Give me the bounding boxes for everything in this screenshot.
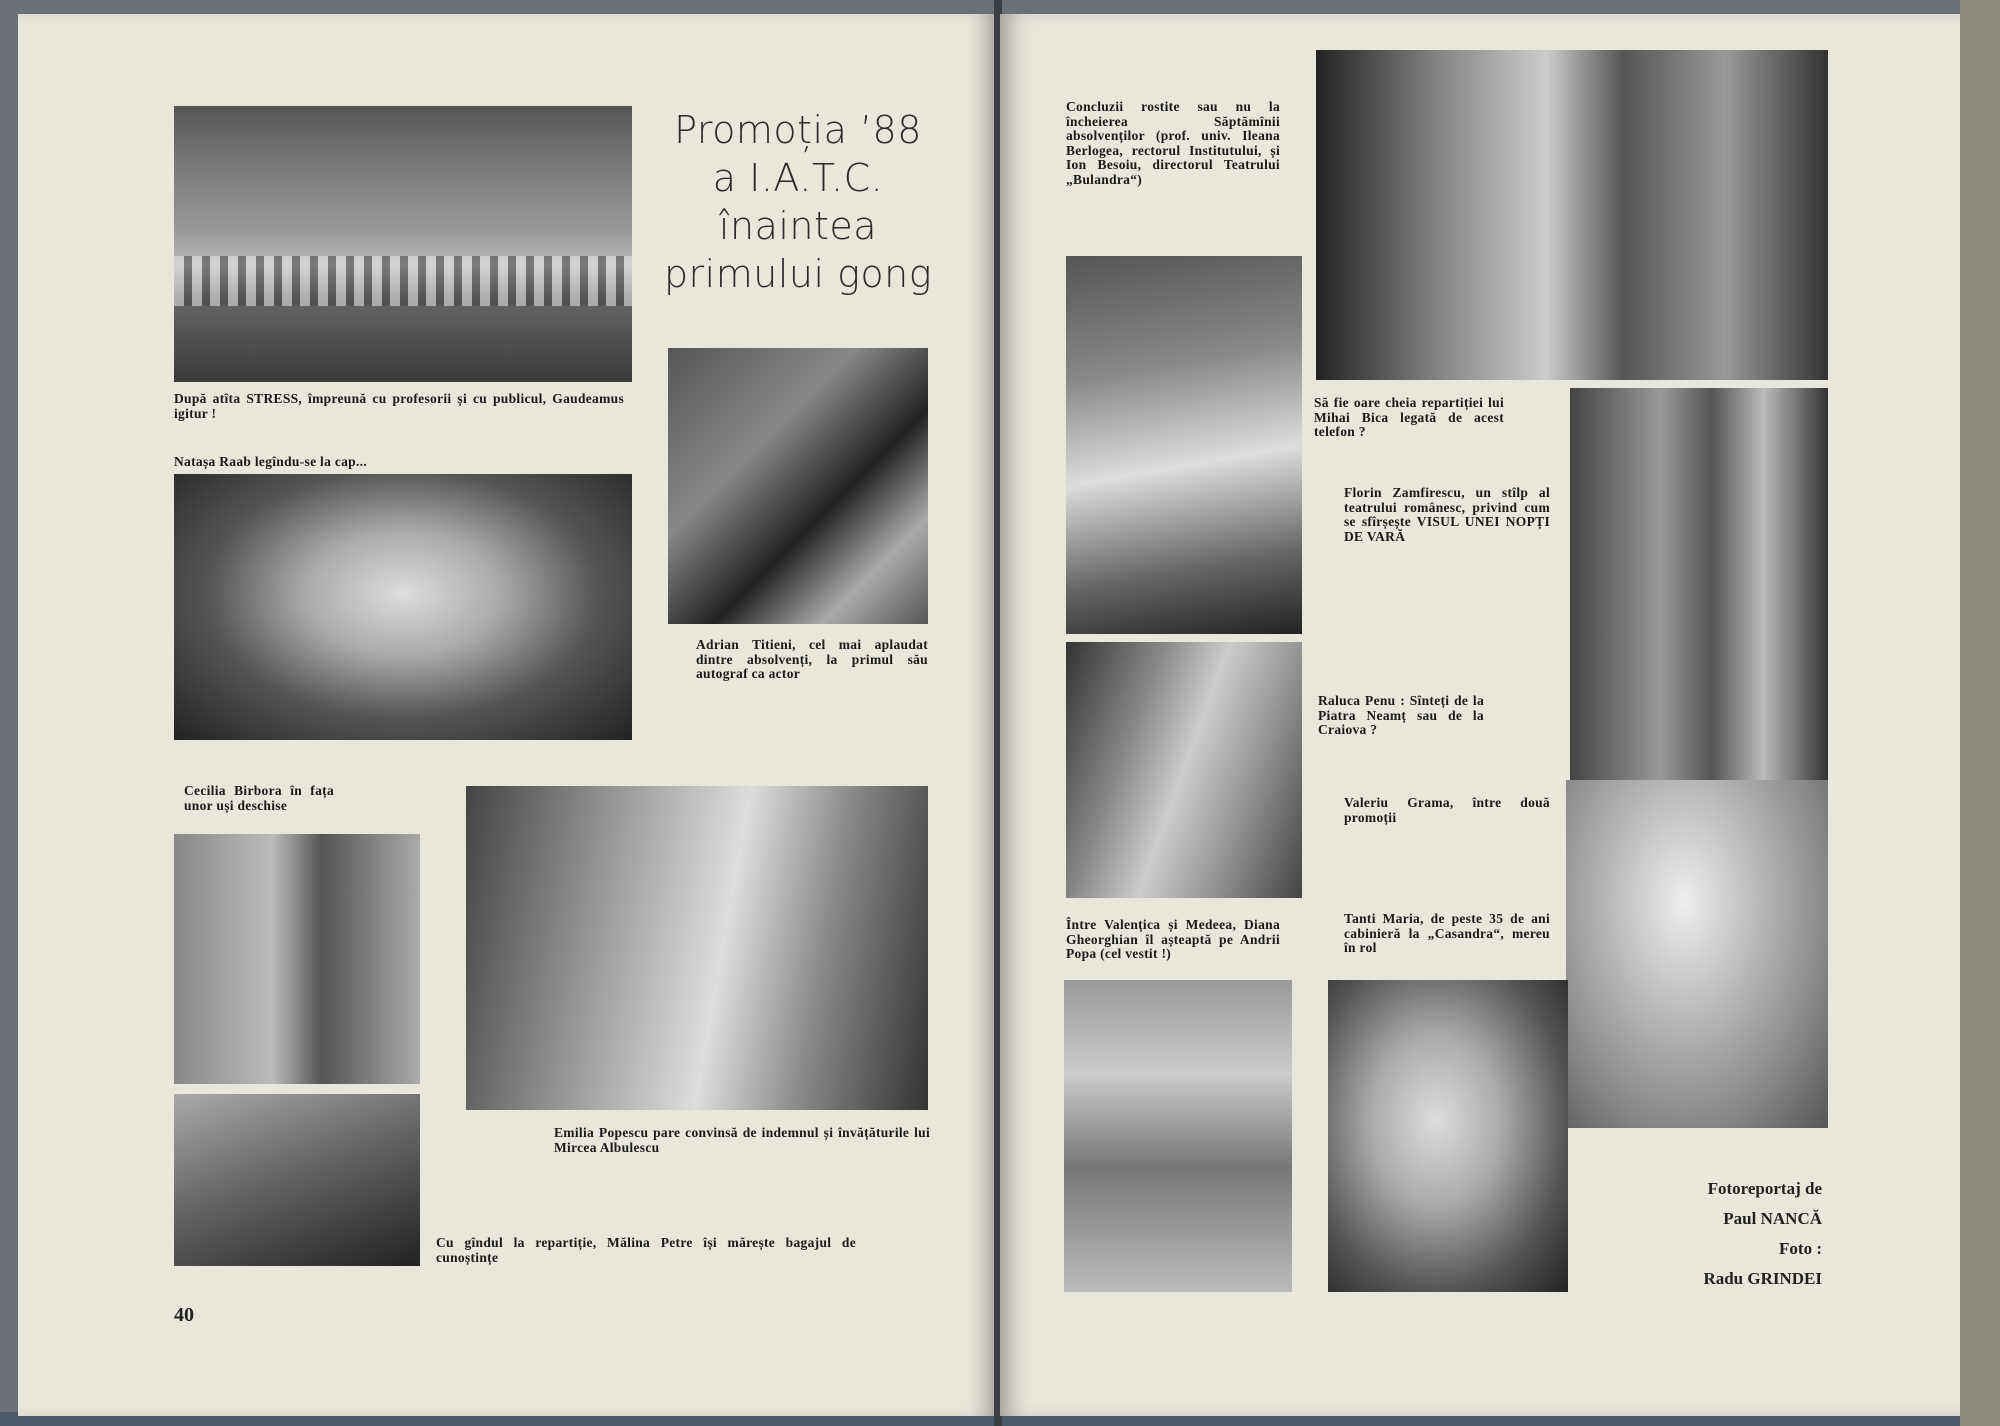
photo-stage-graduates bbox=[174, 106, 632, 382]
caption-malina: Cu gîndul la repartiție, Mălina Petre își mărește bagajul de cunoștințe bbox=[436, 1235, 856, 1265]
photo-emilia-albulescu bbox=[466, 786, 928, 1110]
left-page bbox=[18, 14, 994, 1416]
caption-florin: Florin Zamfirescu, un stîlp al teatrului românesc, privind cum se sfîrșește VISUL UNEI NOPȚI DE VARĂ bbox=[1344, 485, 1550, 544]
photo-valeriu-grama bbox=[1566, 780, 1828, 1128]
caption-adrian: Adrian Titieni, cel mai aplaudat dintre absolvenți, la primul său autograf ca actor bbox=[696, 637, 928, 681]
photo-natasa-raab bbox=[174, 474, 632, 740]
photo-florin-zamfirescu bbox=[1570, 388, 1828, 780]
page-number: 40 bbox=[174, 1304, 194, 1326]
article-title bbox=[658, 106, 938, 298]
title-line-3: înaintea bbox=[718, 204, 878, 248]
caption-emilia: Emilia Popescu pare convinsă de indemnul și învățăturile lui Mircea Albulescu bbox=[554, 1125, 930, 1155]
caption-cecilia: Cecilia Birbora în fața unor uși deschise bbox=[184, 783, 334, 813]
photo-mihai-bica bbox=[1066, 256, 1302, 634]
title-line-2: a I.A.T.C. bbox=[712, 156, 884, 200]
credit-line-4: Radu GRINDEI bbox=[1703, 1269, 1822, 1288]
caption-tanti: Tanti Maria, de peste 35 de ani cabinieră la „Casandra“, mereu în rol bbox=[1344, 911, 1550, 955]
title-line-1: Promoția ’88 bbox=[674, 108, 922, 152]
caption-stage: După atîta STRESS, împreună cu profesorii și cu publicul, Gaudeamus igitur ! bbox=[174, 391, 624, 421]
caption-concluzii: Concluzii rostite sau nu la încheierea Săptămînii absolvenților (prof. univ. Ileana Berlogea, rectorul Institutului, și Ion Besoiu, directorul Teatrului „Bulandra“) bbox=[1066, 99, 1280, 187]
caption-valeriu: Valeriu Grama, între două promoții bbox=[1344, 795, 1550, 825]
right-page bbox=[1000, 14, 1960, 1416]
photo-diana-gheorghian bbox=[1064, 980, 1292, 1292]
book-cover-right bbox=[1960, 0, 2000, 1426]
credit-line-1: Fotoreportaj de bbox=[1707, 1179, 1822, 1198]
title-line-4: primului gong bbox=[663, 252, 933, 296]
photo-raluca-penu bbox=[1066, 642, 1302, 898]
photo-credit bbox=[1580, 1174, 1822, 1294]
photo-cecilia-birbora bbox=[174, 834, 420, 1084]
credit-line-3: Foto : bbox=[1779, 1239, 1822, 1258]
caption-mihai: Să fie oare cheia repartiției lui Mihai Bica legată de acest telefon ? bbox=[1314, 395, 1504, 439]
photo-malina-petre bbox=[174, 1094, 420, 1266]
photo-adrian-titieni bbox=[668, 348, 928, 624]
caption-valentica: Între Valențica și Medeea, Diana Gheorghian îl așteaptă pe Andrii Popa (cel vestit !) bbox=[1066, 917, 1280, 961]
caption-raluca: Raluca Penu : Sînteți de la Piatra Neamț sau de la Craiova ? bbox=[1318, 693, 1484, 737]
caption-natasa: Natașa Raab legîndu-se la cap... bbox=[174, 454, 367, 469]
photo-berlogea-besoiu bbox=[1316, 50, 1828, 380]
credit-line-2: Paul NANCĂ bbox=[1723, 1209, 1822, 1228]
photo-tanti-maria bbox=[1328, 980, 1568, 1292]
